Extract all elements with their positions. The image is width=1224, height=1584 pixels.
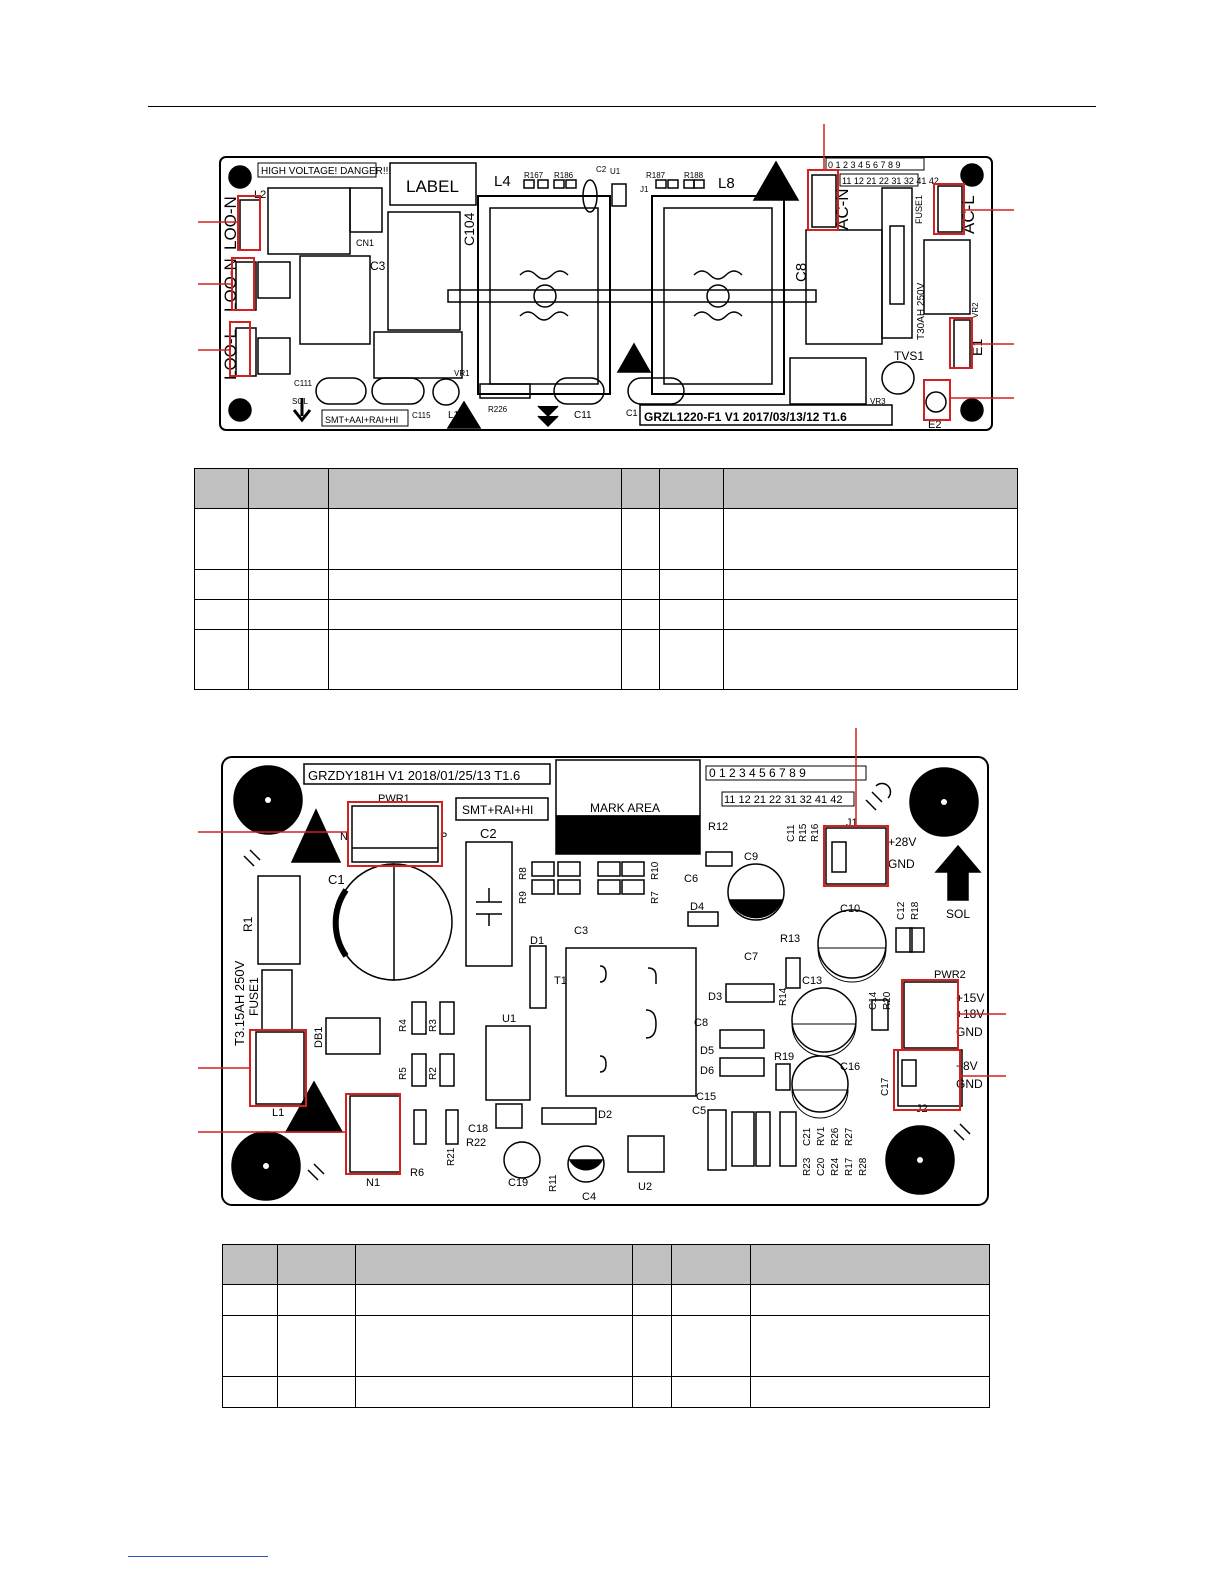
ref-vr1: VR1 — [454, 369, 470, 378]
ref-c11: C11 — [574, 410, 592, 421]
mount-hole — [961, 164, 983, 186]
label-box-text: LABEL — [406, 177, 459, 196]
table-row — [195, 570, 1018, 600]
pcb-board-2 — [190, 722, 1030, 1212]
ref-r18: R18 — [910, 901, 921, 920]
board1-outline — [220, 157, 992, 430]
model-line: GRZL1220-F1 V1 2017/03/13/12 T1.6 — [644, 410, 847, 424]
ref-c111: C111 — [294, 379, 312, 388]
ref-r167: R167 — [524, 171, 544, 180]
ref-r27: R27 — [844, 1127, 855, 1146]
port-loo-n-2: LOO-N — [221, 258, 240, 312]
board2-sol-label: SOL — [946, 907, 971, 921]
ref-c13: C13 — [802, 975, 823, 987]
ref-r22: R22 — [466, 1137, 487, 1149]
ref-vr2: VR2 — [971, 302, 980, 318]
ref-c115: C115 — [412, 411, 431, 420]
hv-warning-text: HIGH VOLTAGE! DANGER!!! — [261, 166, 392, 177]
ref-db1: DB1 — [313, 1026, 325, 1048]
ref-c1: C1 — [626, 408, 638, 418]
ref-r4: R4 — [398, 1019, 409, 1032]
ref-n1: N1 — [366, 1177, 381, 1189]
j1-name: J1 — [846, 817, 858, 829]
port-e2: E2 — [928, 419, 942, 431]
ref-j1: J1 — [640, 185, 649, 194]
ref-r14: R14 — [778, 987, 789, 1006]
highlight-l1 — [250, 1030, 306, 1106]
ref-r6: R6 — [410, 1167, 425, 1179]
pwr2-name: PWR2 — [934, 969, 966, 981]
port-ac-l: AC-L — [959, 195, 978, 234]
ref-c4: C4 — [582, 1191, 597, 1203]
board2-direction-label: SMT+RAI+HI — [462, 803, 534, 817]
ref-r187: R187 — [646, 171, 666, 180]
highlight-n1 — [346, 1094, 400, 1174]
highlight-j2 — [894, 1050, 960, 1110]
table-row — [223, 1285, 990, 1316]
table-row — [195, 600, 1018, 630]
j1-voltage: +28V — [888, 835, 917, 849]
highlight-j1 — [824, 826, 888, 886]
highlight-pwr1 — [348, 802, 442, 866]
ref-sol: SOL — [292, 397, 309, 406]
port-loo-l: LOO-L — [221, 328, 240, 380]
ref-r23: R23 — [802, 1157, 813, 1176]
ref-c6: C6 — [684, 873, 699, 885]
table-header-row — [223, 1245, 990, 1285]
board2-digit-row-2: 11 12 21 22 31 32 41 42 — [724, 794, 843, 806]
ref-l4: L4 — [494, 173, 511, 190]
mount-hole — [229, 399, 251, 421]
ref-d2: D2 — [598, 1109, 613, 1121]
ref-r20: R20 — [882, 991, 893, 1010]
j2-name: J2 — [916, 1103, 928, 1115]
ref-d5: D5 — [700, 1045, 715, 1057]
mount-hole — [961, 399, 983, 421]
fuse-rating: T30AH 250V — [916, 282, 927, 340]
table-header-row — [195, 469, 1018, 509]
ref-c18: C18 — [468, 1123, 489, 1135]
ref-l1: L1 — [448, 410, 460, 421]
table-row — [195, 630, 1018, 690]
ref-d6: D6 — [700, 1065, 715, 1077]
ref-r19: R19 — [774, 1051, 795, 1063]
pwr1-p: P — [440, 831, 448, 843]
ref-r186: R186 — [554, 171, 574, 180]
ref-r3: R3 — [428, 1019, 439, 1032]
ref-c2: C2 — [480, 826, 497, 841]
ref-c5: C5 — [692, 1105, 707, 1117]
ref-c1: C1 — [328, 872, 345, 887]
port-ac-n: AC-N — [833, 188, 852, 230]
digit-row-2: 11 12 21 22 31 32 41 42 — [842, 176, 939, 186]
ref-c12: C12 — [896, 901, 907, 920]
port-loo-n-1: LOO-N — [221, 196, 240, 250]
board2-fuse-rating: T3.15AH 250V — [232, 960, 247, 1046]
ref-c16: C16 — [840, 1061, 861, 1073]
ref-t1: T1 — [554, 975, 567, 987]
j2-gnd: GND — [956, 1077, 983, 1091]
spec-table-2 — [222, 1244, 990, 1408]
top-rule — [148, 106, 1096, 107]
ref-u2: U2 — [638, 1181, 653, 1193]
ref-r12: R12 — [708, 821, 729, 833]
direction-label: SMT+AAI+RAI+HI — [325, 415, 399, 425]
pcb-board-1 — [190, 120, 1030, 440]
ref-fuse1: FUSE1 — [914, 194, 924, 224]
table-row — [223, 1377, 990, 1408]
table-row — [223, 1316, 990, 1377]
ref-u1: U1 — [502, 1013, 517, 1025]
digit-row-1: 0 1 2 3 4 5 6 7 8 9 — [828, 160, 901, 170]
ref-c8: C8 — [793, 262, 810, 282]
ref-r13: R13 — [780, 933, 801, 945]
ref-rv1: RV1 — [816, 1126, 827, 1146]
ref-fuse1: FUSE1 — [247, 977, 261, 1016]
ref-c3: C3 — [574, 925, 589, 937]
ref-c3: C3 — [370, 259, 386, 273]
ref-c104: C104 — [461, 212, 477, 246]
ref-r188: R188 — [684, 171, 704, 180]
pwr2-gnd: GND — [956, 1025, 983, 1039]
ref-c21: C21 — [802, 1127, 813, 1146]
j2-voltage: +8V — [956, 1059, 978, 1073]
j1-gnd: GND — [888, 857, 915, 871]
board2-digit-row-1: 0 1 2 3 4 5 6 7 8 9 — [709, 766, 806, 780]
ref-c10: C10 — [840, 903, 861, 915]
ref-c20: C20 — [816, 1157, 827, 1176]
ref-c14: C14 — [868, 991, 879, 1010]
ref-c7: C7 — [744, 951, 759, 963]
ref-c9: C9 — [744, 851, 759, 863]
ref-l8: L8 — [718, 175, 735, 192]
ref-d3: D3 — [708, 991, 723, 1003]
ref-r8: R8 — [518, 867, 529, 880]
ref-r9: R9 — [518, 891, 529, 904]
highlight-loo-n-1 — [238, 196, 260, 250]
spec-table-1 — [194, 468, 1018, 690]
ref-r17: R17 — [844, 1157, 855, 1176]
ref-r2: R2 — [428, 1067, 439, 1080]
board2-model-line: GRZDY181H V1 2018/01/25/13 T1.6 — [308, 768, 521, 783]
pwr1-n: N — [340, 831, 348, 843]
table-row — [195, 509, 1018, 570]
ref-d1: D1 — [530, 935, 545, 947]
ref-r1: R1 — [241, 916, 255, 932]
ref-r24: R24 — [830, 1157, 841, 1176]
ref-r11: R11 — [548, 1174, 559, 1192]
ref-cn1: CN1 — [356, 238, 375, 248]
ref-r226: R226 — [488, 405, 508, 414]
ref-u1: U1 — [610, 167, 621, 176]
ref-r15: R15 — [798, 823, 809, 842]
ref-c2: C2 — [596, 165, 607, 174]
ref-r21: R21 — [446, 1147, 457, 1166]
ref-c11: C11 — [786, 824, 797, 842]
port-e1: E1 — [969, 338, 985, 356]
ref-c19: C19 — [508, 1177, 529, 1189]
pwr2-v1: +15V — [956, 991, 985, 1005]
ref-l1: L1 — [272, 1107, 285, 1119]
pwr2-v2: +18V — [956, 1007, 985, 1021]
footer-link-underline[interactable] — [128, 1556, 268, 1557]
ref-r28: R28 — [858, 1157, 869, 1176]
ref-l2: L2 — [254, 189, 267, 201]
ref-c15: C15 — [696, 1091, 717, 1103]
ref-r7: R7 — [650, 891, 661, 904]
ref-c17: C17 — [880, 1077, 891, 1096]
ref-vr3: VR3 — [870, 397, 886, 406]
pwr1-name: PWR1 — [378, 793, 410, 805]
ref-d4: D4 — [690, 901, 705, 913]
ref-r10: R10 — [650, 861, 661, 880]
ref-c8: C8 — [694, 1017, 709, 1029]
mount-hole — [229, 166, 251, 188]
highlight-pwr2 — [902, 980, 958, 1050]
ref-r16: R16 — [810, 823, 821, 842]
mark-area-label: MARK AREA — [590, 801, 661, 815]
ref-tvs1: TVS1 — [894, 349, 925, 363]
ref-r5: R5 — [398, 1067, 409, 1080]
ref-r26: R26 — [830, 1127, 841, 1146]
